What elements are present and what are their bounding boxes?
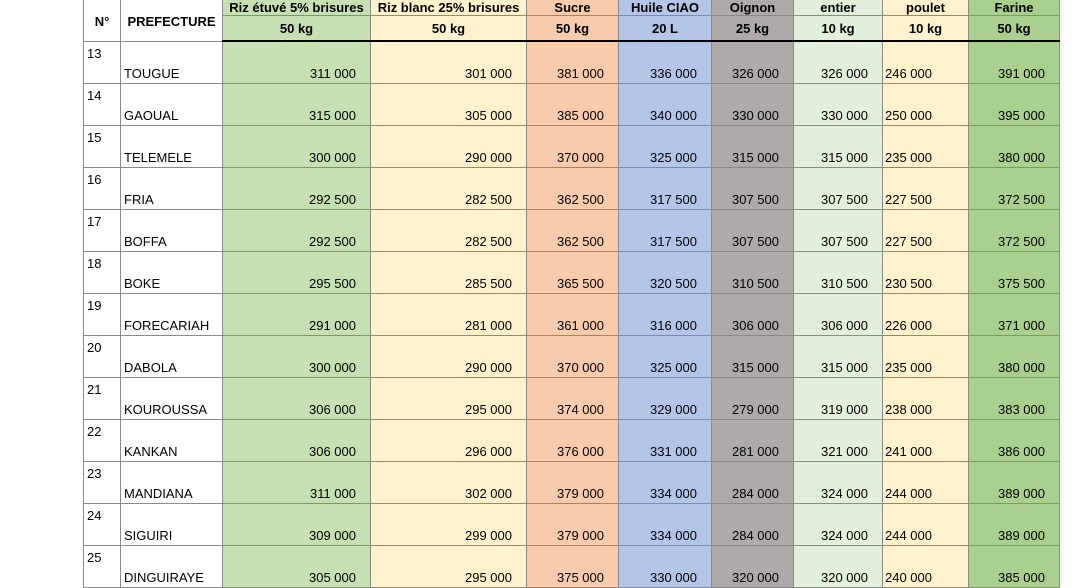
- price-riz-etuve: 292 500: [223, 167, 371, 209]
- price-riz-blanc: 290 000: [371, 335, 527, 377]
- price-huile: 316 000: [619, 293, 712, 335]
- price-poulet: 235 000: [883, 125, 969, 167]
- price-entier: 321 000: [794, 419, 883, 461]
- price-farine: 380 000: [969, 125, 1060, 167]
- row-number: 19: [84, 293, 121, 335]
- price-poulet: 240 000: [883, 545, 969, 587]
- price-riz-blanc: 285 500: [371, 251, 527, 293]
- unit-poulet: 10 kg: [883, 16, 969, 42]
- price-sucre: 370 000: [527, 335, 619, 377]
- price-sucre: 379 000: [527, 461, 619, 503]
- price-entier: 320 000: [794, 545, 883, 587]
- row-number: 16: [84, 167, 121, 209]
- row-number: 20: [84, 335, 121, 377]
- price-riz-blanc: 299 000: [371, 503, 527, 545]
- price-sucre: 375 000: [527, 545, 619, 587]
- price-huile: 325 000: [619, 335, 712, 377]
- price-entier: 307 500: [794, 209, 883, 251]
- price-riz-blanc: 302 000: [371, 461, 527, 503]
- price-farine: 375 500: [969, 251, 1060, 293]
- price-riz-etuve: 300 000: [223, 125, 371, 167]
- price-oignon: 281 000: [712, 419, 794, 461]
- price-riz-etuve: 306 000: [223, 419, 371, 461]
- price-riz-blanc: 290 000: [371, 125, 527, 167]
- price-poulet: 244 000: [883, 461, 969, 503]
- table-row: [84, 293, 1060, 335]
- table-row: [84, 209, 1060, 251]
- price-entier: 324 000: [794, 461, 883, 503]
- price-poulet: 227 500: [883, 167, 969, 209]
- unit-entier: 10 kg: [794, 16, 883, 42]
- price-poulet: 227 500: [883, 209, 969, 251]
- price-riz-blanc: 301 000: [371, 41, 527, 83]
- price-sucre: 370 000: [527, 125, 619, 167]
- price-oignon: 284 000: [712, 503, 794, 545]
- header-row-units: [84, 16, 1060, 42]
- table-row: [84, 83, 1060, 125]
- price-riz-etuve: 291 000: [223, 293, 371, 335]
- price-farine: 372 500: [969, 209, 1060, 251]
- price-riz-etuve: 315 000: [223, 83, 371, 125]
- price-entier: 306 000: [794, 293, 883, 335]
- price-farine: 391 000: [969, 41, 1060, 83]
- price-huile: 317 500: [619, 209, 712, 251]
- price-riz-blanc: 305 000: [371, 83, 527, 125]
- price-huile: 320 500: [619, 251, 712, 293]
- price-poulet: 244 000: [883, 503, 969, 545]
- price-huile: 334 000: [619, 503, 712, 545]
- price-sucre: 381 000: [527, 41, 619, 83]
- price-poulet: 230 500: [883, 251, 969, 293]
- price-riz-blanc: 295 000: [371, 545, 527, 587]
- price-oignon: 326 000: [712, 41, 794, 83]
- row-number: 18: [84, 251, 121, 293]
- row-number: 22: [84, 419, 121, 461]
- prefecture-cell: BOFFA: [121, 209, 223, 251]
- price-sucre: 361 000: [527, 293, 619, 335]
- price-farine: 372 500: [969, 167, 1060, 209]
- price-farine: 389 000: [969, 503, 1060, 545]
- prefecture-cell: GAOUAL: [121, 83, 223, 125]
- table-row: [84, 545, 1060, 587]
- row-number: 21: [84, 377, 121, 419]
- row-number: 13: [84, 41, 121, 83]
- header-number: N°: [84, 0, 121, 41]
- header-farine: Farine: [969, 0, 1060, 16]
- price-poulet: 238 000: [883, 377, 969, 419]
- price-sucre: 385 000: [527, 83, 619, 125]
- header-entier: entier: [794, 0, 883, 16]
- price-riz-etuve: 306 000: [223, 377, 371, 419]
- price-huile: 340 000: [619, 83, 712, 125]
- header-oignon: Oignon: [712, 0, 794, 16]
- prefecture-cell: TELEMELE: [121, 125, 223, 167]
- table-row: [84, 125, 1060, 167]
- prefecture-cell: BOKE: [121, 251, 223, 293]
- unit-riz-etuve: 50 kg: [223, 16, 371, 42]
- price-riz-blanc: 282 500: [371, 209, 527, 251]
- price-entier: 307 500: [794, 167, 883, 209]
- price-farine: 371 000: [969, 293, 1060, 335]
- price-sucre: 379 000: [527, 503, 619, 545]
- prefecture-cell: SIGUIRI: [121, 503, 223, 545]
- price-farine: 385 000: [969, 545, 1060, 587]
- price-farine: 380 000: [969, 335, 1060, 377]
- price-oignon: 330 000: [712, 83, 794, 125]
- price-poulet: 246 000: [883, 41, 969, 83]
- price-huile: 334 000: [619, 461, 712, 503]
- row-number: 24: [84, 503, 121, 545]
- table-row: [84, 377, 1060, 419]
- price-riz-etuve: 295 500: [223, 251, 371, 293]
- price-farine: 395 000: [969, 83, 1060, 125]
- price-sucre: 365 500: [527, 251, 619, 293]
- price-sucre: 376 000: [527, 419, 619, 461]
- price-sucre: 362 500: [527, 167, 619, 209]
- price-oignon: 279 000: [712, 377, 794, 419]
- prefecture-cell: MANDIANA: [121, 461, 223, 503]
- price-poulet: 226 000: [883, 293, 969, 335]
- price-riz-etuve: 292 500: [223, 209, 371, 251]
- price-oignon: 315 000: [712, 125, 794, 167]
- price-entier: 324 000: [794, 503, 883, 545]
- prefecture-cell: DABOLA: [121, 335, 223, 377]
- price-huile: 325 000: [619, 125, 712, 167]
- header-sucre: Sucre: [527, 0, 619, 16]
- table-row: [84, 335, 1060, 377]
- price-poulet: 250 000: [883, 83, 969, 125]
- unit-farine: 50 kg: [969, 16, 1060, 42]
- header-row-names: [84, 0, 1060, 16]
- prefecture-cell: KOUROUSSA: [121, 377, 223, 419]
- price-riz-etuve: 300 000: [223, 335, 371, 377]
- price-sucre: 374 000: [527, 377, 619, 419]
- unit-huile: 20 L: [619, 16, 712, 42]
- row-number: 14: [84, 83, 121, 125]
- price-entier: 319 000: [794, 377, 883, 419]
- prefecture-cell: FRIA: [121, 167, 223, 209]
- price-oignon: 307 500: [712, 209, 794, 251]
- table-row: [84, 41, 1060, 83]
- table-row: [84, 419, 1060, 461]
- price-oignon: 320 000: [712, 545, 794, 587]
- unit-sucre: 50 kg: [527, 16, 619, 42]
- row-number: 23: [84, 461, 121, 503]
- price-huile: 329 000: [619, 377, 712, 419]
- price-riz-blanc: 295 000: [371, 377, 527, 419]
- price-oignon: 306 000: [712, 293, 794, 335]
- price-table: [83, 0, 1060, 588]
- prefecture-cell: TOUGUE: [121, 41, 223, 83]
- header-poulet: poulet: [883, 0, 969, 16]
- price-entier: 310 500: [794, 251, 883, 293]
- price-riz-etuve: 311 000: [223, 461, 371, 503]
- row-number: 25: [84, 545, 121, 587]
- price-farine: 389 000: [969, 461, 1060, 503]
- price-poulet: 235 000: [883, 335, 969, 377]
- header-riz-etuve: Riz étuvé 5% brisures: [223, 0, 371, 16]
- price-entier: 326 000: [794, 41, 883, 83]
- table-row: [84, 461, 1060, 503]
- price-huile: 336 000: [619, 41, 712, 83]
- prefecture-cell: KANKAN: [121, 419, 223, 461]
- price-riz-blanc: 296 000: [371, 419, 527, 461]
- price-riz-blanc: 282 500: [371, 167, 527, 209]
- unit-oignon: 25 kg: [712, 16, 794, 42]
- price-riz-etuve: 309 000: [223, 503, 371, 545]
- price-entier: 315 000: [794, 335, 883, 377]
- table-row: [84, 251, 1060, 293]
- price-sucre: 362 500: [527, 209, 619, 251]
- price-oignon: 315 000: [712, 335, 794, 377]
- price-riz-etuve: 305 000: [223, 545, 371, 587]
- unit-riz-blanc: 50 kg: [371, 16, 527, 42]
- prefecture-cell: DINGUIRAYE: [121, 545, 223, 587]
- header-huile: Huile CIAO: [619, 0, 712, 16]
- price-entier: 330 000: [794, 83, 883, 125]
- row-number: 17: [84, 209, 121, 251]
- price-huile: 330 000: [619, 545, 712, 587]
- price-huile: 331 000: [619, 419, 712, 461]
- price-huile: 317 500: [619, 167, 712, 209]
- price-entier: 315 000: [794, 125, 883, 167]
- price-riz-etuve: 311 000: [223, 41, 371, 83]
- header-prefecture: PREFECTURE: [121, 0, 223, 41]
- table-row: [84, 167, 1060, 209]
- prefecture-cell: FORECARIAH: [121, 293, 223, 335]
- price-oignon: 284 000: [712, 461, 794, 503]
- row-number: 15: [84, 125, 121, 167]
- price-farine: 386 000: [969, 419, 1060, 461]
- price-farine: 383 000: [969, 377, 1060, 419]
- table-row: [84, 503, 1060, 545]
- price-oignon: 307 500: [712, 167, 794, 209]
- header-riz-blanc: Riz blanc 25% brisures: [371, 0, 527, 16]
- price-poulet: 241 000: [883, 419, 969, 461]
- price-oignon: 310 500: [712, 251, 794, 293]
- price-riz-blanc: 281 000: [371, 293, 527, 335]
